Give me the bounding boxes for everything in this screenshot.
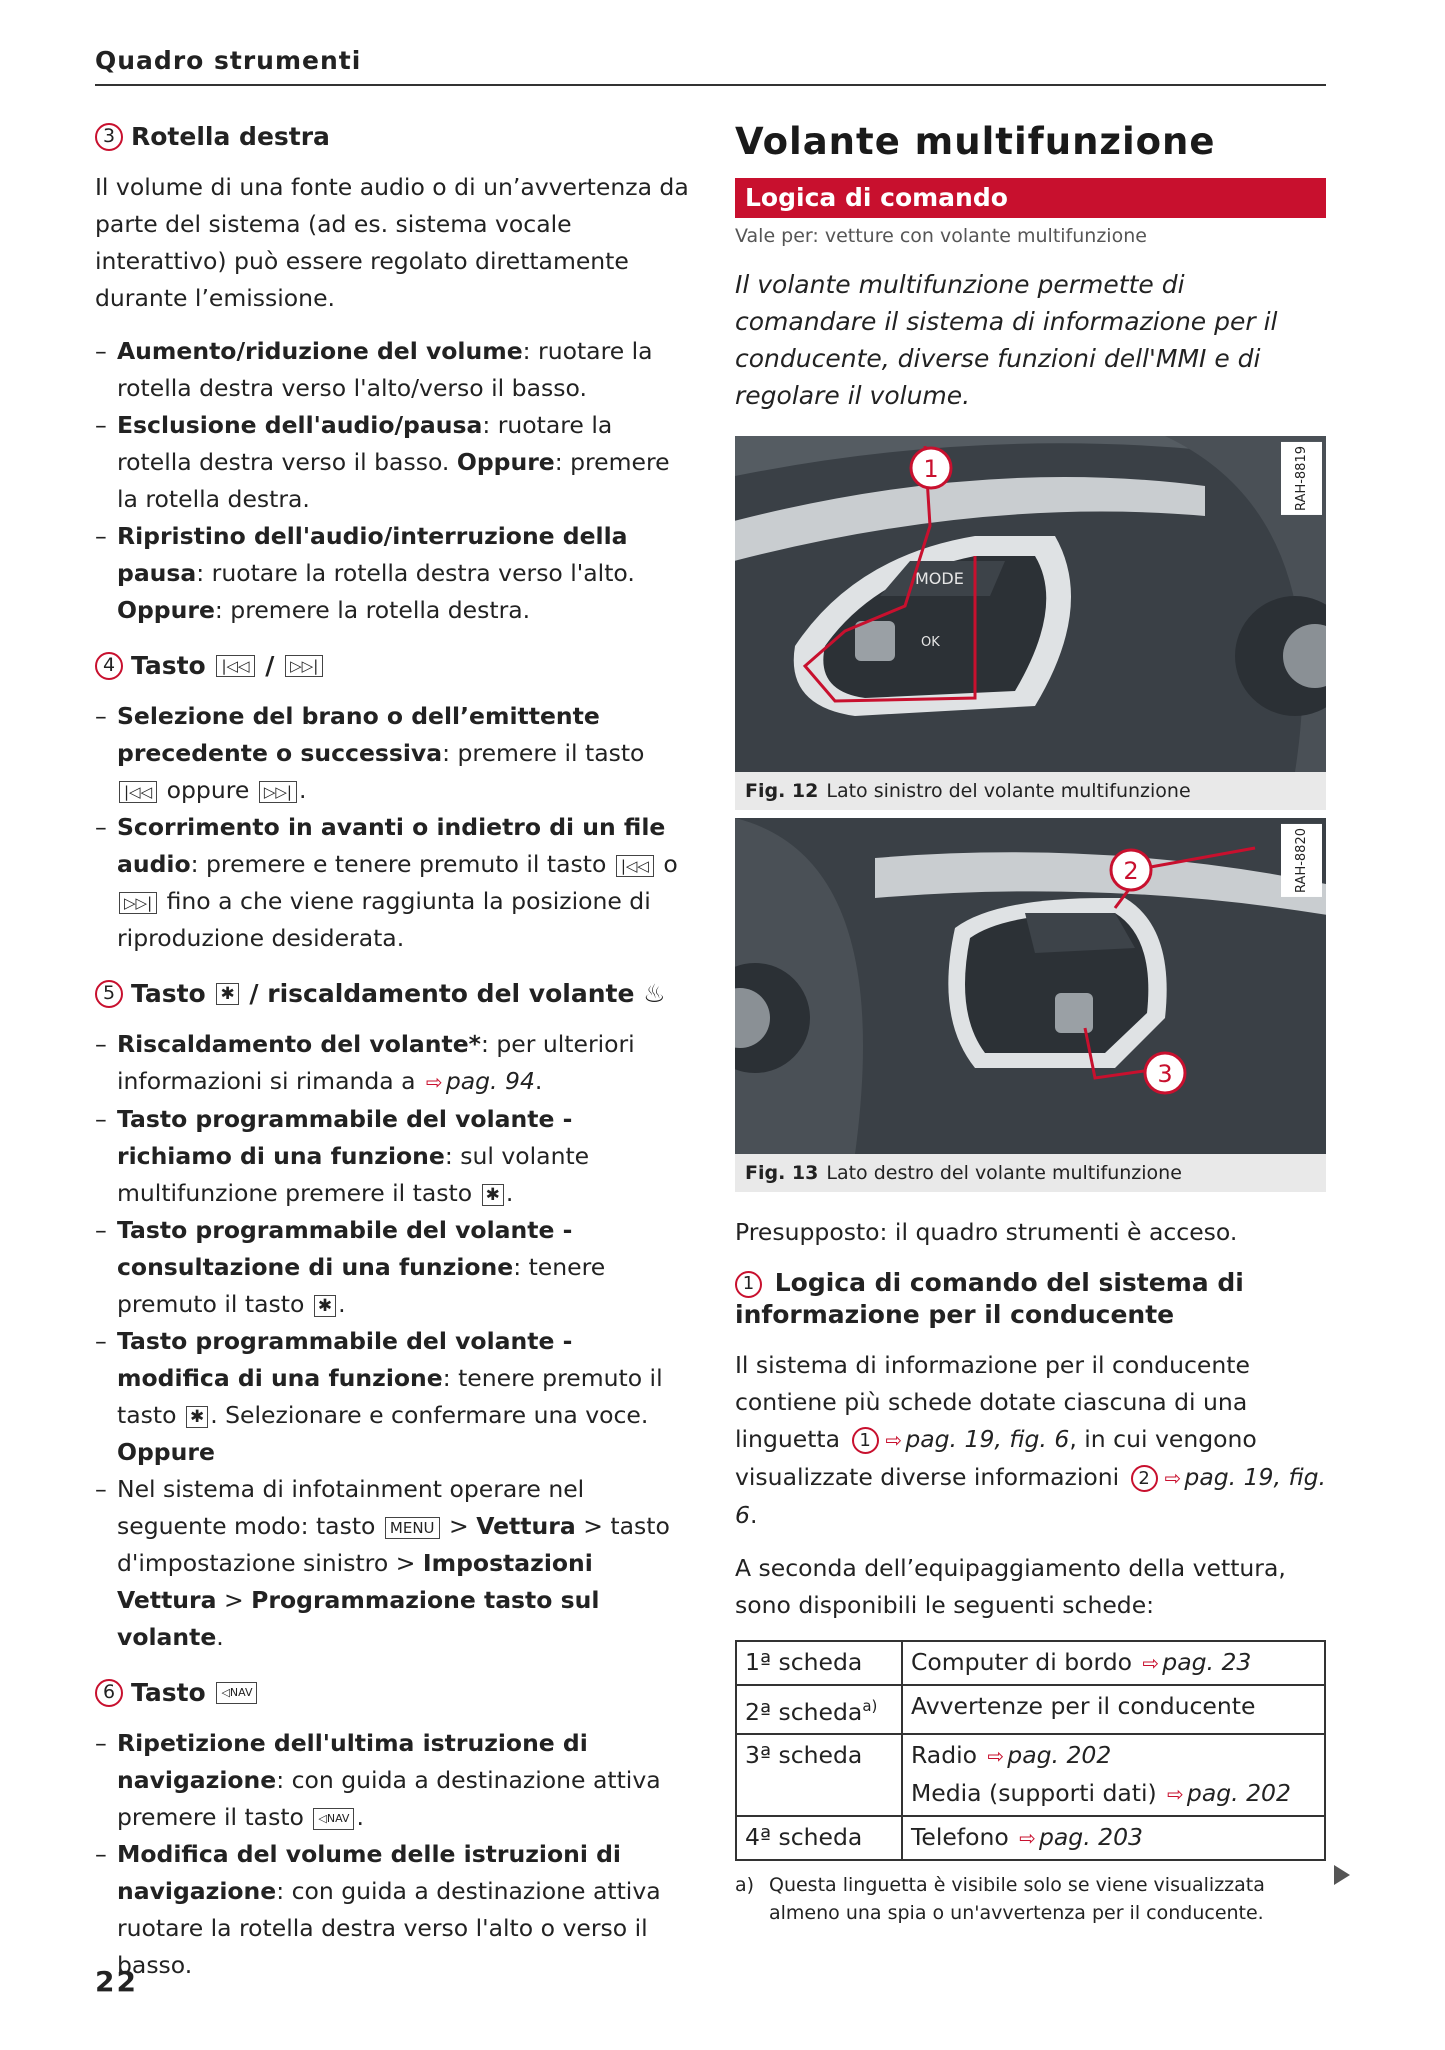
table-row xyxy=(736,1734,1325,1816)
page-ref[interactable]: pag. 203 xyxy=(1038,1822,1144,1851)
table-cell xyxy=(736,1685,902,1734)
item-text: : con guida a destinazione attiva ruotare la rotella destra verso l'alto o verso il basso. xyxy=(117,1877,661,1979)
steering-wheel-left-illustration xyxy=(735,436,1326,772)
item-text: : con guida a destinazione attiva premere il tasto xyxy=(117,1766,661,1831)
footnote-mark: a) xyxy=(735,1873,755,1896)
footnote-ref: a) xyxy=(862,1697,878,1715)
item-bold: Vettura xyxy=(476,1512,576,1540)
item-bold: Oppure xyxy=(117,596,215,624)
figure-12-caption xyxy=(735,772,1326,810)
list-item: – Tasto programmabile del volante - consultazione di una funzione: tenere premuto il tasto ✱ . xyxy=(95,1212,690,1323)
gt: > xyxy=(395,1549,416,1577)
table-row xyxy=(736,1641,1325,1685)
right-column xyxy=(735,118,1326,1927)
table-cell xyxy=(736,1816,902,1860)
item-text: : ruotare la rotella destra verso il basso. xyxy=(117,411,613,476)
star-key-icon: ✱ xyxy=(482,1184,504,1206)
star-key-icon: ✱ xyxy=(216,983,238,1005)
item-text: : sul volante multifunzione premere il tasto xyxy=(117,1142,590,1207)
page-ref[interactable]: pag. 202 xyxy=(1007,1740,1112,1769)
table-cell xyxy=(902,1816,1325,1860)
list-item xyxy=(95,518,690,629)
item-text: : premere la rotella destra. xyxy=(117,448,670,513)
page-title: Volante multifunzione xyxy=(735,120,1216,163)
page-ref[interactable]: pag. 94 xyxy=(445,1067,535,1095)
cell-text: Computer di bordo xyxy=(911,1648,1133,1676)
arrow-right-icon: ⇨ xyxy=(885,1428,903,1452)
item-bold: Impostazioni Vettura xyxy=(117,1549,593,1614)
figure-code: RAH-8819 xyxy=(1281,442,1322,515)
page-number: 22 xyxy=(95,1965,138,1998)
list-item: – Tasto programmabile del volante - richiamo di una funzione: sul volante multifunzione premere il tasto ✱ . xyxy=(95,1101,690,1212)
item-text: : tenere premuto il tasto xyxy=(117,1253,606,1318)
intro-text: Il volante multifunzione permette di comandare il sistema di informazione per il conducente, diverse funzioni dell'MMI e di regolare il volume. xyxy=(735,270,1278,410)
heading-text: Rotella destra xyxy=(131,122,330,151)
item-bold: Esclusione dell'audio/pausa xyxy=(117,411,483,439)
section-header: Quadro strumenti xyxy=(95,46,362,75)
para-text: . xyxy=(749,1501,758,1529)
gt: > xyxy=(223,1586,244,1614)
table-cell xyxy=(902,1734,1325,1816)
arrow-right-icon: ⇨ xyxy=(426,1070,443,1094)
figure-caption-text: Lato destro del volante multifunzione xyxy=(826,1162,1182,1184)
item-text: Nel sistema di infotainment operare nel seguente modo: tasto xyxy=(117,1475,585,1540)
item-text: : ruotare la rotella destra verso l'alto/verso il basso. xyxy=(117,337,653,402)
para-text: Il sistema di informazione per il conducente contiene più schede dotate ciascuna di una linguetta xyxy=(735,1351,1250,1453)
nav-list xyxy=(95,1725,690,1984)
list-item xyxy=(95,333,690,407)
prev-key-icon: |◁◁ xyxy=(616,855,654,877)
item-text: : per ulteriori informazioni si rimanda a xyxy=(117,1030,635,1095)
cell-text: Avvertenze per il conducente xyxy=(911,1692,1256,1720)
figure-13-caption xyxy=(735,1154,1326,1192)
footnote-text: Questa linguetta è visibile solo se viene visualizzata almeno una spia o un'avvertenza per il conducente. xyxy=(769,1873,1265,1924)
separator: / xyxy=(265,651,275,680)
continue-arrow-icon xyxy=(1334,1865,1350,1885)
schede-paragraph xyxy=(735,1347,1326,1534)
list-item: – Selezione del brano o dell’emittente precedente o successiva: premere il tasto |◁◁ oppure ▷▷| . xyxy=(95,698,690,809)
steering-heat-icon: ♨ xyxy=(643,979,666,1008)
header-rule xyxy=(95,84,1326,86)
callout-4-icon: 4 xyxy=(95,652,123,680)
arrow-right-icon: ⇨ xyxy=(1142,1651,1160,1675)
callout-2-icon: 2 xyxy=(1131,1465,1158,1492)
item-text: oppure xyxy=(166,776,250,804)
star-key-icon: ✱ xyxy=(186,1406,208,1428)
item-text: : premere il tasto xyxy=(442,739,645,767)
figure-label: Fig. 12 xyxy=(745,780,819,802)
callout-3-icon: 3 xyxy=(1157,1060,1173,1088)
applies-to: Vale per: vetture con volante multifunzione xyxy=(735,225,1147,247)
table-row xyxy=(736,1816,1325,1860)
item-bold: Ripetizione dell'ultima istruzione di navigazione xyxy=(117,1729,588,1794)
tab-label: 4ª scheda xyxy=(745,1822,863,1851)
page-ref[interactable]: pag. 19, fig. 6 xyxy=(905,1425,1070,1453)
arrow-right-icon: ⇨ xyxy=(1167,1781,1184,1806)
star-list xyxy=(95,1026,690,1656)
list-item: – Ripetizione dell'ultima istruzione di navigazione: con guida a destinazione attiva premere il tasto ◁NAV . xyxy=(95,1725,690,1836)
item-bold: Oppure xyxy=(456,448,555,476)
item-text: tasto d'impostazione sinistro xyxy=(117,1512,670,1577)
schede-table xyxy=(735,1640,1326,1861)
tab-label: 1ª scheda xyxy=(745,1648,863,1676)
callout-1-icon: 1 xyxy=(923,455,939,483)
item-bold: Selezione del brano o dell’emittente precedente o successiva xyxy=(117,702,600,767)
item-bold: Riscaldamento del volante* xyxy=(117,1030,481,1058)
subtitle-bar: Logica di comando xyxy=(735,178,1326,218)
cell-text: Media (supporti dati) xyxy=(911,1778,1157,1807)
page-ref[interactable]: pag. 202 xyxy=(1186,1778,1291,1807)
mode-label: MODE xyxy=(915,569,964,588)
footnote xyxy=(735,1871,1326,1927)
heading-text: Logica di comando del sistema di informazione per il conducente xyxy=(735,1268,1244,1329)
item-text: . Selezionare e confermare una voce. xyxy=(210,1401,649,1429)
tab-label: 3ª scheda xyxy=(745,1740,863,1769)
item-bold: Aumento/riduzione del volume xyxy=(117,337,523,365)
next-key-icon: ▷▷| xyxy=(259,781,297,803)
star-key-icon: ✱ xyxy=(314,1295,336,1317)
heading-text: Tasto xyxy=(131,651,206,680)
table-row xyxy=(736,1685,1325,1734)
item-text: : tenere premuto il tasto xyxy=(117,1364,663,1429)
list-item xyxy=(95,1323,690,1471)
list-item xyxy=(95,407,690,518)
ok-label: OK xyxy=(921,635,940,650)
item-text: : ruotare la rotella destra verso l'alto. xyxy=(196,559,635,587)
nav-key-icon: ◁NAV xyxy=(313,1808,354,1830)
equipment-paragraph: A seconda dell’equipaggiamento della vettura, sono disponibili le seguenti schede: xyxy=(735,1554,1286,1619)
skip-list xyxy=(95,698,690,957)
heading-rotella-destra xyxy=(95,118,690,155)
prerequisite: Presupposto: il quadro strumenti è acceso. xyxy=(735,1218,1238,1246)
para-text: , in cui vengono visualizzate diverse informazioni xyxy=(735,1425,1257,1491)
arrow-right-icon: ⇨ xyxy=(987,1743,1005,1768)
item-bold: Tasto programmabile del volante - consultazione di una funzione xyxy=(117,1216,573,1281)
left-column xyxy=(95,118,690,2002)
table-cell xyxy=(902,1641,1325,1685)
prev-key-icon: |◁◁ xyxy=(216,655,254,677)
figure-caption-text: Lato sinistro del volante multifunzione xyxy=(826,780,1191,802)
item-bold: Oppure xyxy=(117,1438,215,1466)
table-cell xyxy=(902,1685,1325,1734)
item-bold: Modifica del volume delle istruzioni di navigazione xyxy=(117,1840,621,1905)
list-item xyxy=(95,809,690,957)
heading-text: / riscaldamento del volante xyxy=(249,979,635,1008)
item-bold: Tasto programmabile del volante - richiamo di una funzione xyxy=(117,1105,573,1170)
item-text: : premere la rotella destra. xyxy=(214,596,531,624)
gt: > xyxy=(449,1512,469,1540)
table-cell xyxy=(736,1734,902,1816)
heading-tasto-skip xyxy=(95,647,690,684)
callout-1-icon: 1 xyxy=(852,1427,879,1454)
rotella-list xyxy=(95,333,690,629)
figure-label: Fig. 13 xyxy=(745,1162,819,1184)
list-item: – Nel sistema di infotainment operare nel seguente modo: tasto MENU > Vettura > tasto d'impostazione sinistro > Impostazioni Vettura > Programmazione tasto sul volante. xyxy=(95,1471,690,1656)
table-cell xyxy=(736,1641,902,1685)
figure-13-image xyxy=(735,818,1326,1154)
cell-text: Radio xyxy=(911,1740,978,1769)
heading-text: Tasto xyxy=(131,1678,206,1707)
next-key-icon: ▷▷| xyxy=(119,892,157,914)
page-ref[interactable]: pag. 23 xyxy=(1162,1648,1252,1676)
arrow-right-icon: ⇨ xyxy=(1164,1466,1182,1490)
arrow-right-icon: ⇨ xyxy=(1019,1825,1036,1850)
cell-text: Telefono xyxy=(911,1822,1009,1851)
next-key-icon: ▷▷| xyxy=(285,655,323,677)
item-bold: Scorrimento in avanti o indietro di un file audio xyxy=(117,813,666,878)
item-text: fino a che viene raggiunta la posizione di riproduzione desiderata. xyxy=(117,887,651,952)
menu-key-icon: MENU xyxy=(385,1517,440,1539)
item-bold: Tasto programmabile del volante - modifica di una funzione xyxy=(117,1327,573,1392)
list-item: – Riscaldamento del volante*: per ulteriori informazioni si rimanda a ⇨ pag. 94. xyxy=(95,1026,690,1101)
callout-2-icon: 2 xyxy=(1123,857,1139,885)
callout-3-icon: 3 xyxy=(95,123,123,151)
heading-tasto-star xyxy=(95,975,690,1012)
gt: > xyxy=(583,1512,603,1540)
steering-wheel-right-illustration xyxy=(735,818,1326,1154)
callout-5-icon: 5 xyxy=(95,980,123,1008)
callout-1-icon: 1 xyxy=(735,1271,762,1298)
item-bold: Programmazione tasto sul volante xyxy=(117,1586,600,1651)
heading-tasto-nav xyxy=(95,1674,690,1711)
page-ref[interactable]: pag. 19, fig. 6 xyxy=(735,1463,1327,1529)
nav-key-icon: ◁NAV xyxy=(216,1682,257,1704)
item-text: : premere e tenere premuto il tasto xyxy=(190,850,607,878)
item-text: o xyxy=(663,850,678,878)
heading-text: Tasto xyxy=(131,979,206,1008)
callout-6-icon: 6 xyxy=(95,1679,123,1707)
tab-label: 2ª scheda xyxy=(745,1697,863,1726)
prev-key-icon: |◁◁ xyxy=(119,781,157,803)
figure-code: RAH-8820 xyxy=(1281,824,1322,897)
rotella-intro: Il volume di una fonte audio o di un’avvertenza da parte del sistema (ad es. sistema vocale interattivo) può essere regolato direttamente durante l’emissione. xyxy=(95,173,689,312)
figure-12-image xyxy=(735,436,1326,772)
item-bold: Ripristino dell'audio/interruzione della pausa xyxy=(117,522,628,587)
list-item xyxy=(95,1836,690,1984)
heading-logica-sistema xyxy=(735,1267,1326,1331)
